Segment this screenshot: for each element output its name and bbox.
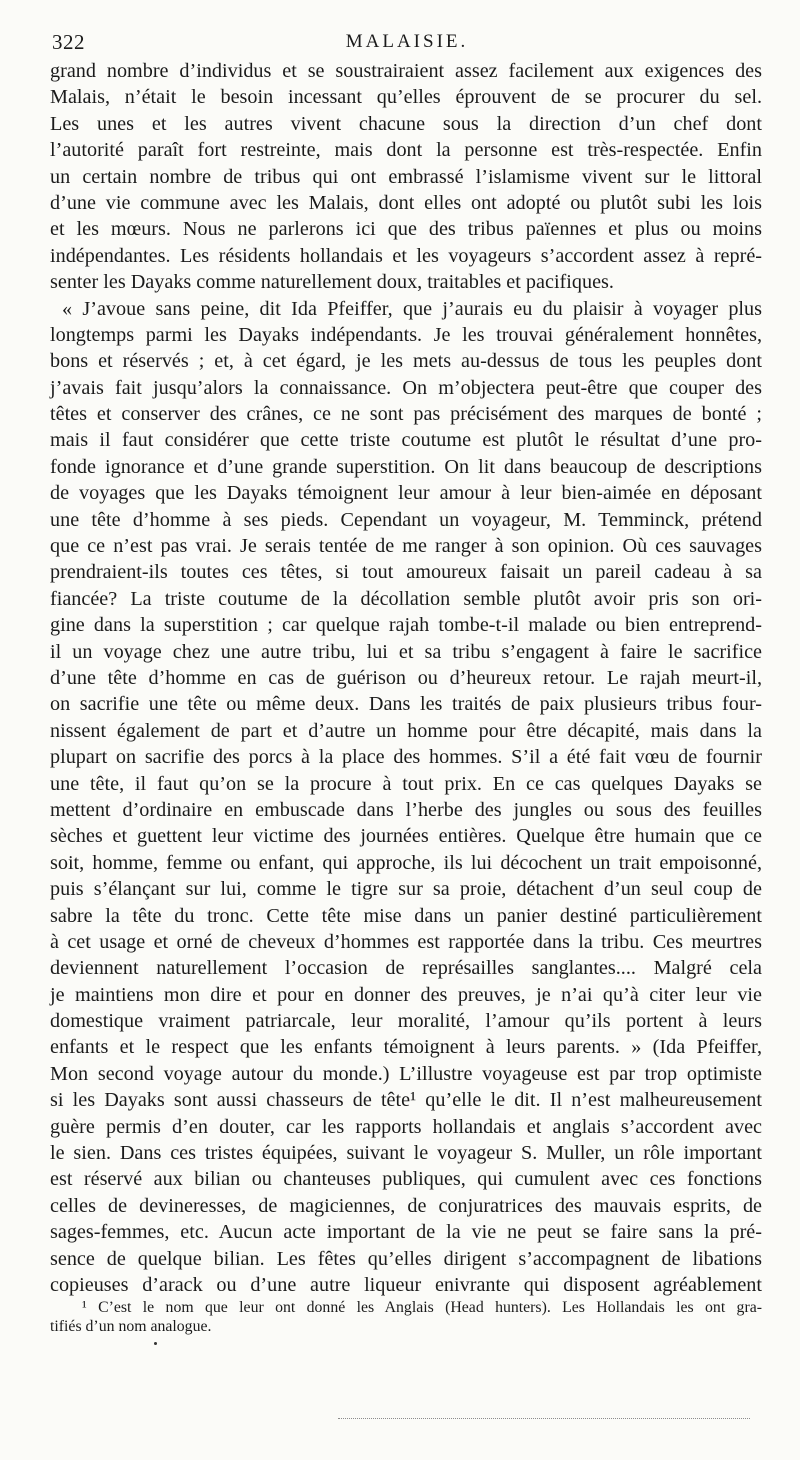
bottom-rule bbox=[338, 1418, 750, 1419]
text-line: d’une vie commune avec les Malais, dont elles ont adopté ou plutôt subi les lois bbox=[50, 191, 762, 214]
text-line: deviennent naturellement l’occasion de représailles sanglantes.... Malgré cela bbox=[50, 957, 762, 980]
text-line: un certain nombre de tribus qui ont embrassé l’islamisme vivent sur le littoral bbox=[50, 165, 762, 188]
text-line: grand nombre d’individus et se soustrairaient assez facilement aux exigences des bbox=[50, 60, 762, 82]
text-line: fiancée? La triste coutume de la décollation semble plutôt avoir pris son ori- bbox=[50, 587, 762, 610]
text-line: celles de devineresses, de magiciennes, de conjuratrices des mauvais esprits, de bbox=[50, 1194, 762, 1217]
running-title: MALAISIE. bbox=[345, 31, 469, 52]
text-line: j’avais fait jusqu’alors la connaissance. On m’objectera peut-être que couper des bbox=[50, 376, 762, 399]
text-line: indépendantes. Les résidents hollandais et les voyageurs s’accordent assez à repré- bbox=[50, 244, 762, 267]
text-line: l’autorité paraît fort restreinte, mais dont la personne est très-respectée. Enfin bbox=[50, 139, 762, 162]
text-line: prendraient-ils toutes ces têtes, si tout amoureux faisait un pareil cadeau à sa bbox=[50, 561, 762, 584]
text-line: sèches et guettent leur victime des journées entières. Quelque être humain que ce bbox=[50, 825, 762, 848]
text-line: puis s’élançant sur lui, comme le tigre sur sa proie, détachent d’un seul coup de bbox=[50, 878, 762, 901]
text-line: fonde ignorance et d’une grande superstition. On lit dans beaucoup de descriptions bbox=[50, 455, 762, 478]
text-line: mettent d’ordinaire en embuscade dans l’herbe des jungles ou sous des feuilles bbox=[50, 798, 762, 821]
text-line: Les unes et les autres vivent chacune sous la direction d’un chef dont bbox=[50, 112, 762, 135]
footnote-line: tifiés d’un nom analogue. bbox=[50, 1318, 212, 1335]
text-line: une tête, il faut qu’on se la procure à tout prix. En ce cas quelques Dayaks se bbox=[50, 772, 762, 795]
text-line: on sacrifie une tête ou même deux. Dans les traités de paix plusieurs tribus four- bbox=[50, 693, 762, 716]
text-line: longtemps parmi les Dayaks indépendants. Je les trouvai généralement honnêtes, bbox=[50, 323, 762, 346]
text-line: senter les Dayaks comme naturellement doux, traitables et pacifiques. bbox=[50, 271, 614, 294]
text-line: que ce n’est pas vrai. Je serais tentée de me ranger à son opinion. Où ces sauvages bbox=[50, 535, 762, 558]
text-line: sabre la tête du tronc. Cette tête mise dans un panier destiné particulièrement bbox=[50, 904, 762, 927]
text-line: il un voyage chez une autre tribu, lui et sa tribu s’engagent à faire le sacrifice bbox=[50, 640, 762, 663]
text-line: guère permis d’en douter, car les rapports hollandais et anglais s’accordent avec bbox=[50, 1115, 762, 1138]
text-line: est réservé aux bilian ou chanteuses publiques, qui cumulent avec ces fonctions bbox=[50, 1168, 762, 1191]
page-number: 322 bbox=[52, 30, 85, 54]
text-line: bons et réservés ; et, à cet égard, je les mets au-dessus de tous les peuples dont bbox=[50, 350, 762, 373]
page-header bbox=[52, 30, 762, 58]
ink-speck bbox=[154, 1342, 157, 1345]
text-line: copieuses d’arack ou d’une autre liqueur enivrante qui disposent agréablement bbox=[50, 1273, 762, 1296]
text-line: de voyages que les Dayaks témoignent leur amour à leur bien-aimée en déposant bbox=[50, 482, 762, 505]
footnotes bbox=[50, 1298, 762, 1336]
text-line: têtes et conserver des crânes, ce ne sont pas précisément des marques de bonté ; bbox=[50, 403, 762, 426]
text-line: à cet usage et orné de cheveux d’hommes est rapportée dans la tribu. Ces meurtres bbox=[50, 930, 762, 953]
text-line: plupart on sacrifie des porcs à la place des hommes. S’il a été fait vœu de fournir bbox=[50, 746, 762, 769]
text-line: nissent également de part et d’autre un homme pour être décapité, mais dans la bbox=[50, 719, 762, 742]
text-line: et les mœurs. Nous ne parlerons ici que des tribus païennes et plus ou moins bbox=[50, 218, 762, 241]
text-line: Malais, n’était le besoin incessant qu’elles éprouvent de se procurer du sel. bbox=[50, 86, 762, 109]
footnote-line: ¹ C’est le nom que leur ont donné les Anglais (Head hunters). Les Hollandais les ont gra- bbox=[82, 1299, 762, 1316]
text-line: Mon second voyage autour du monde.) L’illustre voyageuse est par trop optimiste bbox=[50, 1062, 762, 1085]
text-line: une tête d’homme à ses pieds. Cependant un voyageur, M. Temminck, prétend bbox=[50, 508, 762, 531]
text-line: mais il faut considérer que cette triste coutume est plutôt le résultat d’une pro- bbox=[50, 429, 762, 452]
text-line: soit, homme, femme ou enfant, qui approche, ils lui décochent un trait empoisonné, bbox=[50, 851, 762, 874]
text-line: d’une tête d’homme en cas de guérison ou d’heureux retour. Le rajah meurt-il, bbox=[50, 666, 762, 689]
text-line: gine dans la superstition ; car quelque rajah tombe-t-il malade ou bien entreprend- bbox=[50, 614, 762, 637]
text-line: domestique vraiment patriarcale, leur moralité, l’amour qu’ils portent à leurs bbox=[50, 1010, 762, 1033]
text-line: « J’avoue sans peine, dit Ida Pfeiffer, que j’aurais eu du plaisir à voyager plus bbox=[62, 297, 762, 320]
text-line: si les Dayaks sont aussi chasseurs de tête¹ qu’elle le dit. Il n’est malheureusement bbox=[50, 1089, 762, 1112]
body-text bbox=[50, 58, 762, 1298]
text-line: sence de quelque bilian. Les fêtes qu’elles dirigent s’accompagnent de libations bbox=[50, 1247, 762, 1270]
text-line: enfants et le respect que les enfants témoignent à leurs parents. » (Ida Pfeiffer, bbox=[50, 1036, 762, 1059]
text-line: je maintiens mon dire et pour en donner des preuves, je n’ai qu’à citer leur vie bbox=[50, 983, 762, 1006]
text-line: le sien. Dans ces tristes équipées, suivant le voyageur S. Muller, un rôle important bbox=[50, 1142, 762, 1165]
text-line: sages-femmes, etc. Aucun acte important de la vie ne peut se faire sans la pré- bbox=[50, 1221, 762, 1244]
